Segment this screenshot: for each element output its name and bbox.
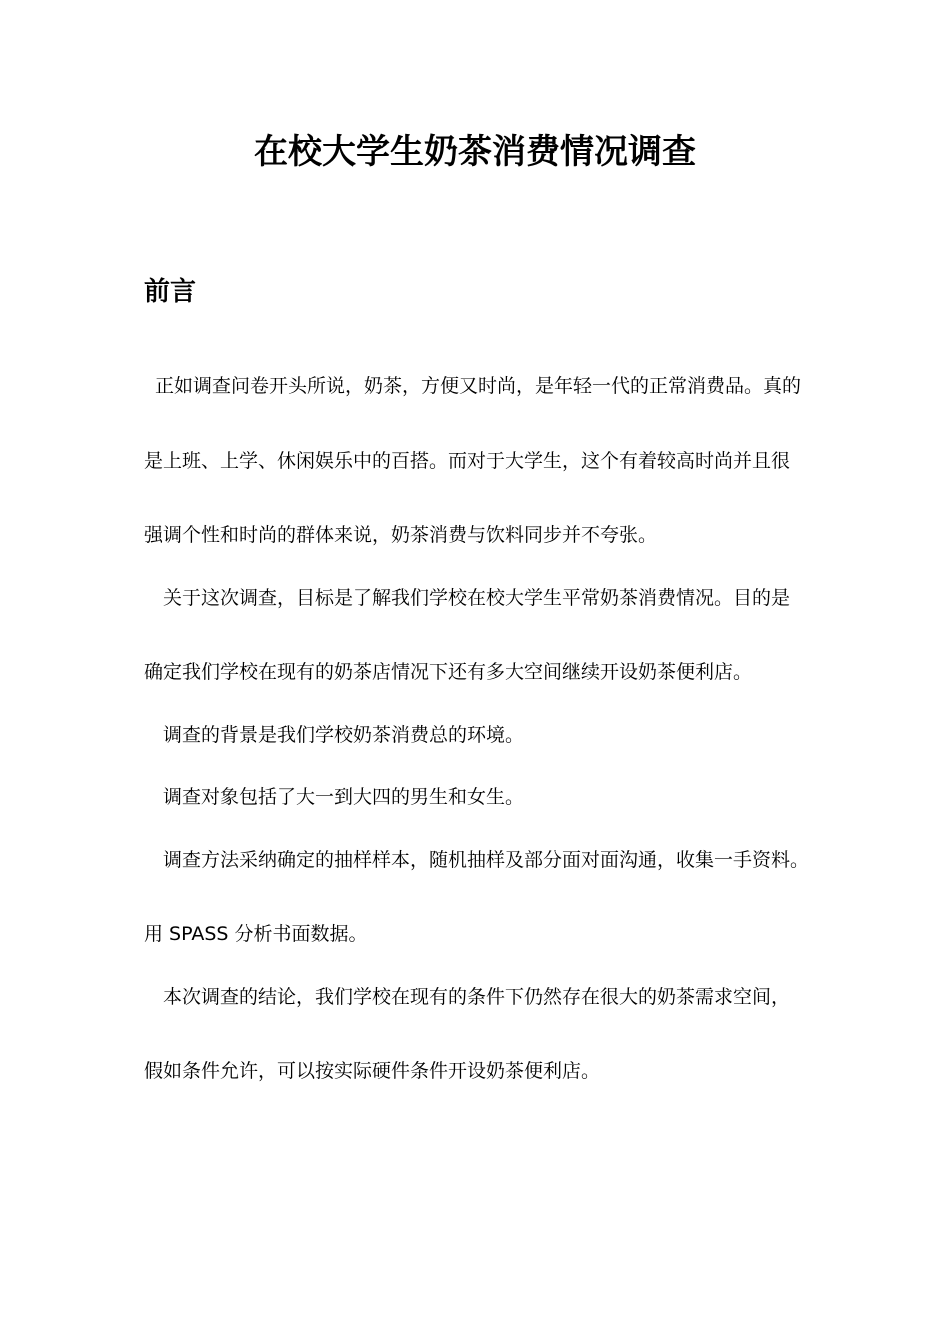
section-heading-preface: 前言 (144, 277, 197, 307)
paragraph-line: 假如条件允许，可以按实际硬件条件开设奶茶便利店。 (144, 1060, 601, 1082)
paragraph-line: 关于这次调查，目标是了解我们学校在校大学生平常奶茶消费情况。目的是 (163, 587, 791, 609)
paragraph-line: 用 SPASS 分析书面数据。 (144, 923, 368, 945)
paragraph-line: 调查方法采纳确定的抽样样本，随机抽样及部分面对面沟通，收集一手资料。 (163, 849, 810, 871)
paragraph-line: 是上班、上学、休闲娱乐中的百搭。而对于大学生，这个有着较高时尚并且很 (144, 450, 791, 472)
paragraph-line: 确定我们学校在现有的奶茶店情况下还有多大空间继续开设奶茶便利店。 (144, 661, 753, 683)
paragraph-line: 正如调查问卷开头所说，奶茶，方便又时尚，是年轻一代的正常消费品。真的 (155, 375, 802, 397)
paragraph-line: 调查的背景是我们学校奶茶消费总的环境。 (163, 724, 525, 746)
document-title: 在校大学生奶茶消费情况调查 (254, 132, 696, 172)
paragraph-line: 强调个性和时尚的群体来说，奶茶消费与饮料同步并不夸张。 (144, 524, 658, 546)
paragraph-line: 本次调查的结论，我们学校在现有的条件下仍然存在很大的奶茶需求空间， (163, 986, 791, 1008)
paragraph-line: 调查对象包括了大一到大四的男生和女生。 (163, 786, 525, 808)
